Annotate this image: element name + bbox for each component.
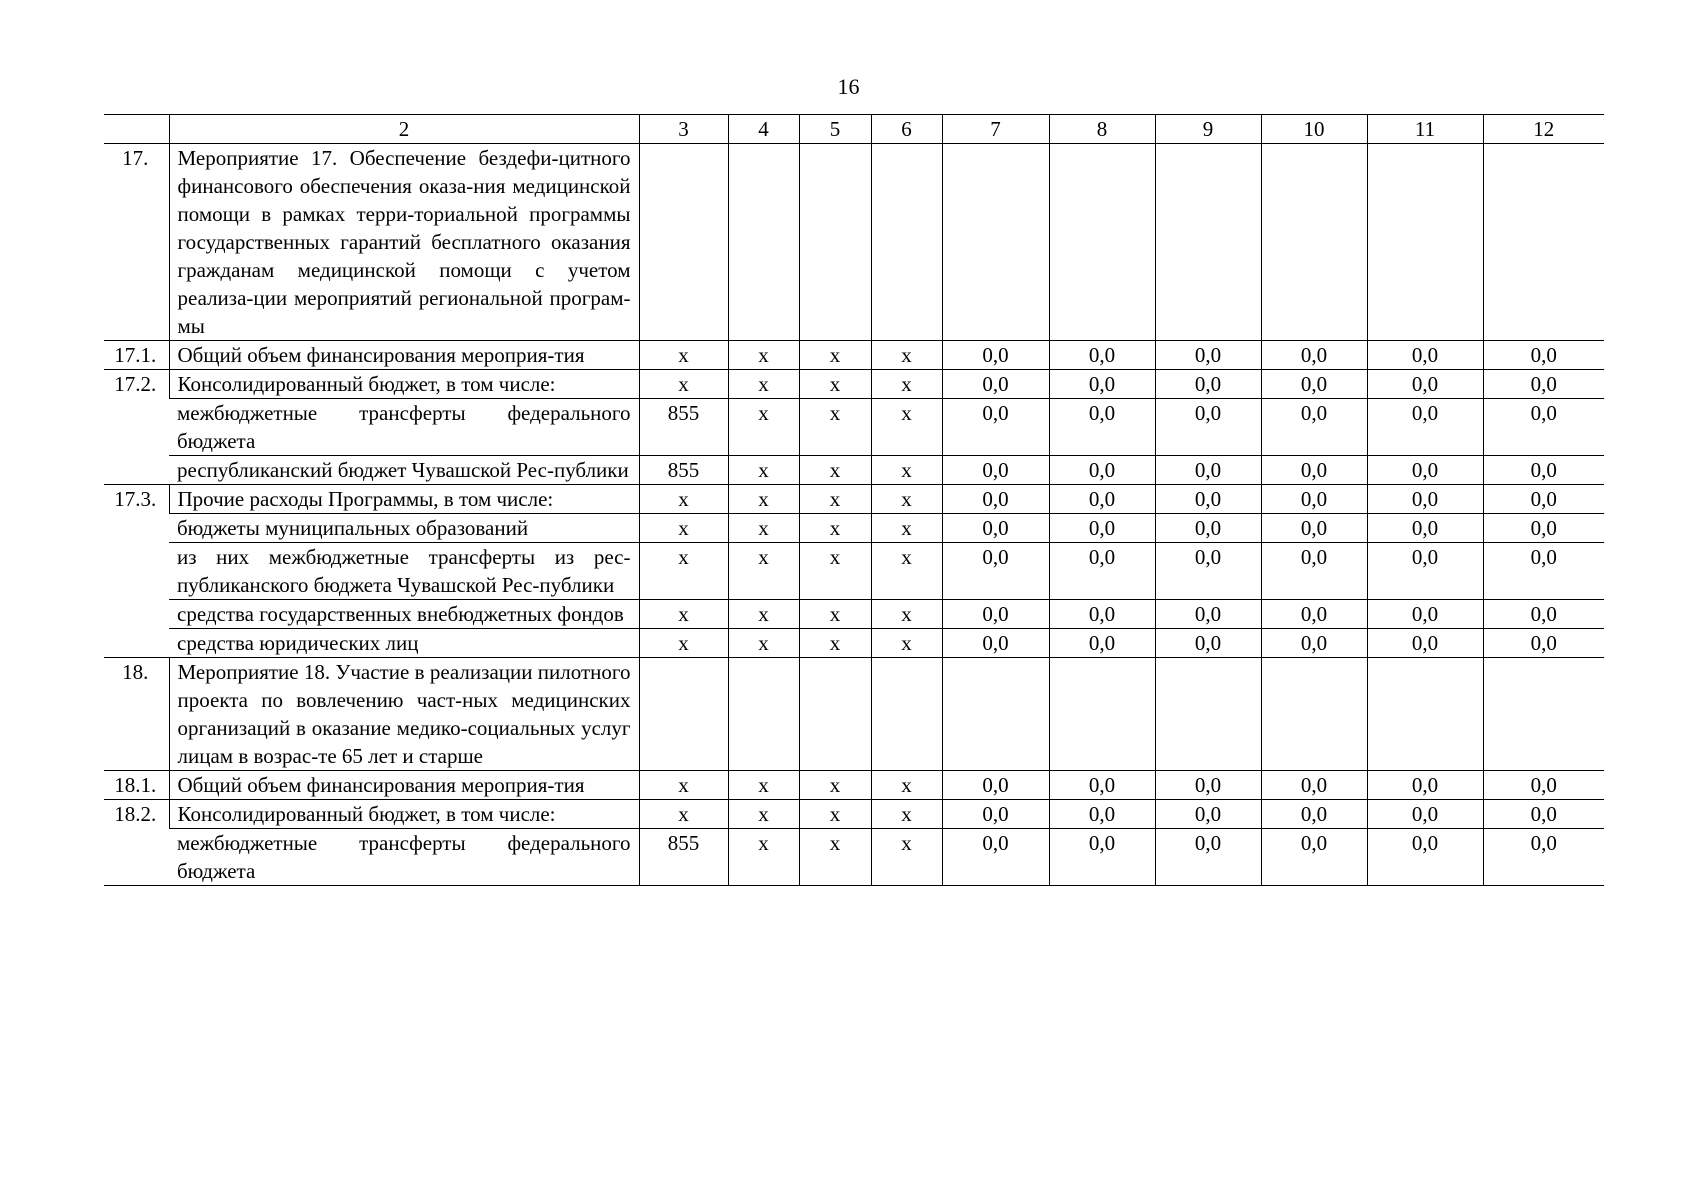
value-cell-col-4: x (728, 829, 799, 886)
value-cell-col-7: 0,0 (942, 456, 1049, 485)
value-cell-col-11: 0,0 (1367, 456, 1483, 485)
value-cell-col-4: x (728, 370, 799, 399)
table-row (104, 456, 1604, 485)
value-cell-col-4: x (728, 399, 799, 456)
value-cell-col-4 (728, 658, 799, 771)
value-cell-col-5: x (799, 341, 871, 370)
value-cell-col-12: 0,0 (1483, 543, 1604, 600)
row-name: средства государственных внебюджетных фондов (169, 600, 639, 629)
value-cell-col-11: 0,0 (1367, 514, 1483, 543)
value-cell-col-6 (871, 658, 942, 771)
value-cell-col-12: 0,0 (1483, 829, 1604, 886)
value-cell-col-8: 0,0 (1049, 456, 1155, 485)
value-cell-col-3: x (639, 341, 728, 370)
value-cell-col-9: 0,0 (1155, 399, 1261, 456)
value-cell-col-3: 855 (639, 399, 728, 456)
row-name: республиканский бюджет Чувашской Рес-публики (169, 456, 639, 485)
table-row (104, 514, 1604, 543)
row-name: бюджеты муниципальных образований (169, 514, 639, 543)
value-cell-col-7: 0,0 (942, 629, 1049, 658)
value-cell-col-11: 0,0 (1367, 629, 1483, 658)
value-cell-col-10 (1261, 658, 1367, 771)
value-cell-col-10: 0,0 (1261, 399, 1367, 456)
table-row (104, 658, 1604, 771)
value-cell-col-10: 0,0 (1261, 341, 1367, 370)
value-cell-col-9: 0,0 (1155, 514, 1261, 543)
value-cell-col-7 (942, 144, 1049, 341)
value-cell-col-8: 0,0 (1049, 629, 1155, 658)
value-cell-col-12: 0,0 (1483, 771, 1604, 800)
row-number: 17.2. (104, 370, 169, 485)
value-cell-col-8: 0,0 (1049, 514, 1155, 543)
value-cell-col-10: 0,0 (1261, 485, 1367, 514)
value-cell-col-8: 0,0 (1049, 829, 1155, 886)
value-cell-col-10: 0,0 (1261, 514, 1367, 543)
row-name: Консолидированный бюджет, в том числе: (169, 800, 639, 829)
value-cell-col-7: 0,0 (942, 829, 1049, 886)
value-cell-col-6: x (871, 341, 942, 370)
value-cell-col-4: x (728, 629, 799, 658)
value-cell-col-5: x (799, 629, 871, 658)
column-header-2: 2 (169, 115, 639, 144)
value-cell-col-6: x (871, 514, 942, 543)
value-cell-col-6: x (871, 829, 942, 886)
value-cell-col-6: x (871, 485, 942, 514)
value-cell-col-12: 0,0 (1483, 456, 1604, 485)
value-cell-col-4: x (728, 771, 799, 800)
value-cell-col-12 (1483, 144, 1604, 341)
value-cell-col-11 (1367, 144, 1483, 341)
value-cell-col-5: x (799, 370, 871, 399)
value-cell-col-8 (1049, 144, 1155, 341)
value-cell-col-3: x (639, 800, 728, 829)
value-cell-col-4: x (728, 514, 799, 543)
value-cell-col-8: 0,0 (1049, 800, 1155, 829)
row-name: Консолидированный бюджет, в том числе: (169, 370, 639, 399)
table-row (104, 829, 1604, 886)
value-cell-col-5: x (799, 543, 871, 600)
value-cell-col-9: 0,0 (1155, 543, 1261, 600)
value-cell-col-3: x (639, 370, 728, 399)
value-cell-col-9: 0,0 (1155, 771, 1261, 800)
value-cell-col-4: x (728, 600, 799, 629)
table-body (104, 144, 1604, 886)
value-cell-col-12: 0,0 (1483, 629, 1604, 658)
value-cell-col-3: x (639, 771, 728, 800)
column-header-9: 9 (1155, 115, 1261, 144)
value-cell-col-5: x (799, 485, 871, 514)
value-cell-col-10: 0,0 (1261, 829, 1367, 886)
column-header-12: 12 (1483, 115, 1604, 144)
value-cell-col-5: x (799, 800, 871, 829)
value-cell-col-10: 0,0 (1261, 771, 1367, 800)
table-row (104, 629, 1604, 658)
value-cell-col-4: x (728, 800, 799, 829)
value-cell-col-4: x (728, 543, 799, 600)
value-cell-col-6: x (871, 771, 942, 800)
value-cell-col-7: 0,0 (942, 399, 1049, 456)
value-cell-col-12: 0,0 (1483, 399, 1604, 456)
table-row (104, 485, 1604, 514)
value-cell-col-3: x (639, 600, 728, 629)
value-cell-col-7: 0,0 (942, 543, 1049, 600)
row-number: 17.3. (104, 485, 169, 658)
value-cell-col-5 (799, 658, 871, 771)
value-cell-col-8: 0,0 (1049, 771, 1155, 800)
value-cell-col-5: x (799, 399, 871, 456)
value-cell-col-9: 0,0 (1155, 370, 1261, 399)
value-cell-col-9: 0,0 (1155, 600, 1261, 629)
value-cell-col-9 (1155, 144, 1261, 341)
value-cell-col-3: x (639, 485, 728, 514)
table-row (104, 399, 1604, 456)
value-cell-col-12: 0,0 (1483, 485, 1604, 514)
value-cell-col-5: x (799, 771, 871, 800)
table-row (104, 800, 1604, 829)
value-cell-col-11: 0,0 (1367, 370, 1483, 399)
value-cell-col-10 (1261, 144, 1367, 341)
column-header-4: 4 (728, 115, 799, 144)
value-cell-col-8 (1049, 658, 1155, 771)
table-row (104, 543, 1604, 600)
column-header-3: 3 (639, 115, 728, 144)
value-cell-col-9: 0,0 (1155, 341, 1261, 370)
column-header-1 (104, 115, 169, 144)
value-cell-col-12: 0,0 (1483, 370, 1604, 399)
value-cell-col-3 (639, 658, 728, 771)
value-cell-col-12: 0,0 (1483, 800, 1604, 829)
row-number: 17.1. (104, 341, 169, 370)
row-name: Общий объем финансирования мероприя-тия (169, 771, 639, 800)
value-cell-col-11: 0,0 (1367, 829, 1483, 886)
value-cell-col-8: 0,0 (1049, 543, 1155, 600)
value-cell-col-11: 0,0 (1367, 399, 1483, 456)
value-cell-col-5 (799, 144, 871, 341)
table-row (104, 370, 1604, 399)
value-cell-col-10: 0,0 (1261, 456, 1367, 485)
column-header-5: 5 (799, 115, 871, 144)
value-cell-col-12: 0,0 (1483, 514, 1604, 543)
value-cell-col-9 (1155, 658, 1261, 771)
value-cell-col-10: 0,0 (1261, 800, 1367, 829)
value-cell-col-9: 0,0 (1155, 800, 1261, 829)
value-cell-col-12: 0,0 (1483, 600, 1604, 629)
column-header-6: 6 (871, 115, 942, 144)
page-number: 16 (837, 74, 860, 99)
value-cell-col-4: x (728, 456, 799, 485)
column-header-10: 10 (1261, 115, 1367, 144)
value-cell-col-5: x (799, 456, 871, 485)
value-cell-col-8: 0,0 (1049, 370, 1155, 399)
value-cell-col-3: x (639, 514, 728, 543)
value-cell-col-10: 0,0 (1261, 370, 1367, 399)
value-cell-col-11: 0,0 (1367, 485, 1483, 514)
value-cell-col-7: 0,0 (942, 370, 1049, 399)
value-cell-col-6: x (871, 543, 942, 600)
table-row (104, 341, 1604, 370)
value-cell-col-9: 0,0 (1155, 629, 1261, 658)
value-cell-col-10: 0,0 (1261, 600, 1367, 629)
value-cell-col-8: 0,0 (1049, 399, 1155, 456)
value-cell-col-7: 0,0 (942, 800, 1049, 829)
value-cell-col-12: 0,0 (1483, 341, 1604, 370)
row-name: межбюджетные трансферты федерального бюджета (169, 829, 639, 886)
value-cell-col-5: x (799, 829, 871, 886)
value-cell-col-8: 0,0 (1049, 341, 1155, 370)
header-row (104, 115, 1604, 144)
value-cell-col-4: x (728, 341, 799, 370)
value-cell-col-11: 0,0 (1367, 341, 1483, 370)
value-cell-col-3: x (639, 543, 728, 600)
row-name: Мероприятие 17. Обеспечение бездефи-цитного финансового обеспечения оказа-ния медицинской помощи в рамках терри-ториальной программы государственных гарантий бесплатного оказания гражданам медицинской помощи с учетом реализа-ции мероприятий региональной програм-мы (169, 144, 639, 341)
value-cell-col-7: 0,0 (942, 514, 1049, 543)
value-cell-col-6: x (871, 456, 942, 485)
value-cell-col-8: 0,0 (1049, 600, 1155, 629)
column-header-11: 11 (1367, 115, 1483, 144)
value-cell-col-12 (1483, 658, 1604, 771)
value-cell-col-10: 0,0 (1261, 629, 1367, 658)
value-cell-col-4 (728, 144, 799, 341)
row-name: средства юридических лиц (169, 629, 639, 658)
value-cell-col-8: 0,0 (1049, 485, 1155, 514)
value-cell-col-5: x (799, 600, 871, 629)
value-cell-col-11: 0,0 (1367, 600, 1483, 629)
value-cell-col-7: 0,0 (942, 600, 1049, 629)
value-cell-col-7: 0,0 (942, 341, 1049, 370)
value-cell-col-6: x (871, 399, 942, 456)
value-cell-col-3: x (639, 629, 728, 658)
column-header-7: 7 (942, 115, 1049, 144)
table-row (104, 144, 1604, 341)
row-name: межбюджетные трансферты федерального бюджета (169, 399, 639, 456)
row-number: 18.1. (104, 771, 169, 800)
value-cell-col-6: x (871, 800, 942, 829)
value-cell-col-6: x (871, 370, 942, 399)
value-cell-col-6: x (871, 600, 942, 629)
row-name: Прочие расходы Программы, в том числе: (169, 485, 639, 514)
row-number: 18.2. (104, 800, 169, 886)
row-number: 18. (104, 658, 169, 771)
row-name: Мероприятие 18. Участие в реализации пилотного проекта по вовлечению част-ных медицинских организаций в оказание медико-социальных услуг лицам в возрас-те 65 лет и старше (169, 658, 639, 771)
value-cell-col-9: 0,0 (1155, 485, 1261, 514)
row-number: 17. (104, 144, 169, 341)
row-name: из них межбюджетные трансферты из рес-публиканского бюджета Чувашской Рес-публики (169, 543, 639, 600)
value-cell-col-7 (942, 658, 1049, 771)
value-cell-col-3: 855 (639, 456, 728, 485)
value-cell-col-11 (1367, 658, 1483, 771)
value-cell-col-9: 0,0 (1155, 456, 1261, 485)
row-name: Общий объем финансирования мероприя-тия (169, 341, 639, 370)
value-cell-col-11: 0,0 (1367, 800, 1483, 829)
value-cell-col-4: x (728, 485, 799, 514)
value-cell-col-5: x (799, 514, 871, 543)
value-cell-col-6: x (871, 629, 942, 658)
value-cell-col-11: 0,0 (1367, 543, 1483, 600)
value-cell-col-7: 0,0 (942, 771, 1049, 800)
column-header-8: 8 (1049, 115, 1155, 144)
table-row (104, 771, 1604, 800)
budget-table (104, 114, 1604, 886)
value-cell-col-7: 0,0 (942, 485, 1049, 514)
value-cell-col-10: 0,0 (1261, 543, 1367, 600)
table-row (104, 600, 1604, 629)
value-cell-col-11: 0,0 (1367, 771, 1483, 800)
value-cell-col-3 (639, 144, 728, 341)
value-cell-col-3: 855 (639, 829, 728, 886)
value-cell-col-9: 0,0 (1155, 829, 1261, 886)
value-cell-col-6 (871, 144, 942, 341)
